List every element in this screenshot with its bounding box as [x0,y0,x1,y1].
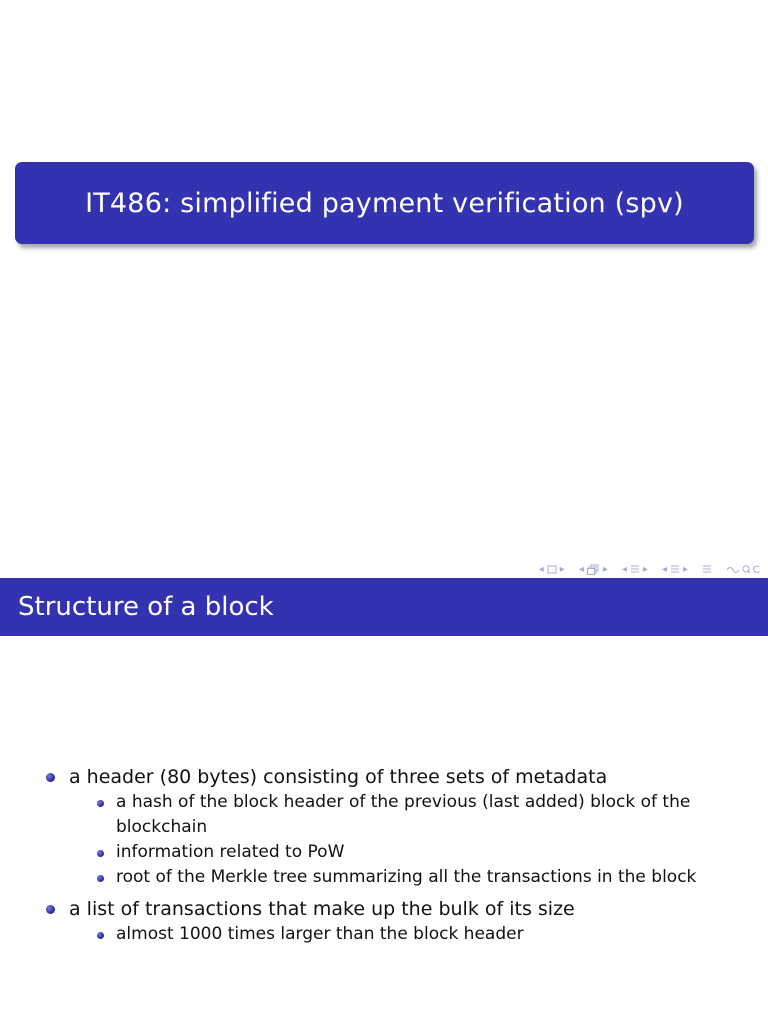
bullet-list [0,764,768,947]
arrow-right-icon[interactable]: ▸ [559,563,565,575]
nav-frame-group[interactable] [539,564,565,575]
bullet-icon [97,932,104,939]
nav-align-icon[interactable] [702,564,712,574]
sub-list-item-text: a hash of the block header of the previous (last added) block of the blockchain [116,792,691,837]
nav-search-icon[interactable] [726,564,762,574]
arrow-left-icon[interactable]: ◂ [621,563,627,575]
sub-list-item [0,865,768,890]
slide-content [0,764,768,947]
nav-search-group[interactable] [726,564,762,574]
sub-list-item-text: information related to PoW [116,842,345,862]
presentation-title: IT486: simplified payment verification (spv) [85,187,684,219]
arrow-right-icon[interactable]: ▸ [642,563,648,575]
sub-list-item-text: root of the Merkle tree summarizing all the transactions in the block [116,867,697,887]
arrow-right-icon[interactable]: ▸ [682,563,688,575]
arrow-left-icon[interactable]: ◂ [578,563,584,575]
content-slide [0,578,768,1024]
sub-list-item [0,790,768,840]
nav-align-group[interactable] [702,564,712,574]
nav-section-icon[interactable] [670,564,680,574]
bullet-icon [46,773,55,782]
sub-list-item-text: almost 1000 times larger than the block header [116,924,524,944]
bullet-icon [97,800,104,807]
arrow-right-icon[interactable]: ▸ [602,563,608,575]
bullet-icon [97,850,104,857]
arrow-left-icon[interactable]: ◂ [538,563,544,575]
bullet-icon [46,905,55,914]
nav-section-group-2[interactable] [662,564,688,575]
nav-subsection-group[interactable] [579,564,608,575]
list-item-text: a list of transactions that make up the bulk of its size [69,898,575,920]
list-item [0,896,768,922]
sub-list-item [0,840,768,865]
title-box [15,162,754,244]
nav-subsection-icon[interactable] [587,564,600,575]
list-item [0,764,768,790]
nav-section-icon[interactable] [630,564,640,574]
nav-frame-icon[interactable] [547,565,557,574]
sub-list-item [0,922,768,947]
arrow-left-icon[interactable]: ◂ [661,563,667,575]
list-item-text: a header (80 bytes) consisting of three sets of metadata [69,766,608,788]
beamer-navigation-bar [539,562,762,576]
nav-section-group[interactable] [622,564,648,575]
bullet-icon [97,875,104,882]
frame-title: Structure of a block [18,592,274,622]
frame-title-bar [0,578,768,636]
